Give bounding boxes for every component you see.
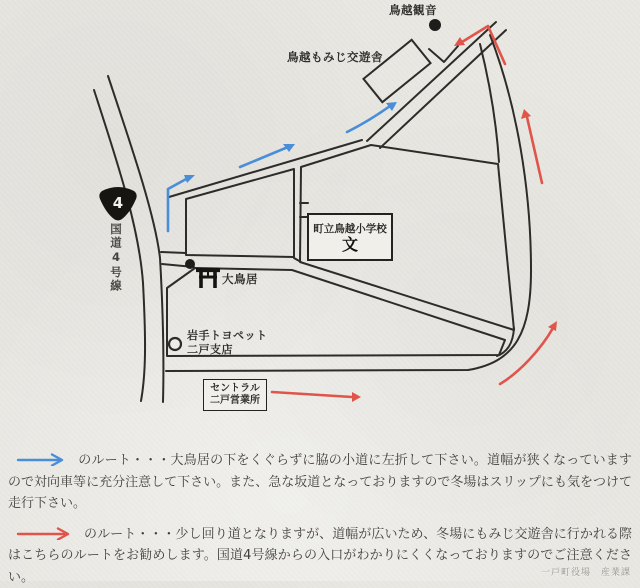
- road-right-outer: [166, 35, 531, 371]
- torii-dot: [185, 259, 195, 269]
- kannon-dot: [429, 19, 441, 31]
- label-momiji-hall: 鳥越もみじ交遊舎: [287, 49, 383, 65]
- route4-vertical-label: 国道4号線: [108, 223, 124, 293]
- road-torii-upper: [161, 252, 186, 253]
- legend-red-route-text: のルート・・・少し回り道となりますが、道幅が広いため、冬場にもみじ交遊舎に行かれる際はこちらのルートをお勧めします。国道4号線からの入口がわかりにくくなっておりますのでご注意ください。: [8, 527, 632, 585]
- central-line2: 二戸営業所: [210, 395, 260, 408]
- red-arrow-up: [527, 117, 542, 183]
- legend-blue-route: [8, 450, 632, 515]
- blue-arrow-1-head: [184, 175, 195, 183]
- road-network: [94, 22, 531, 402]
- red-route-arrow-icon: [16, 526, 74, 540]
- red-arrow-bottom-head: [352, 392, 361, 402]
- label-toyopet-line2: 二戸支店: [187, 343, 268, 357]
- label-toyopet-line1: 岩手トヨペット: [187, 329, 268, 343]
- school-name: 町立鳥越小学校: [313, 221, 387, 236]
- label-toyopet: [187, 329, 268, 356]
- credit-text: 一戸町役場 産業課: [541, 565, 631, 578]
- red-arrow-up-head: [521, 109, 531, 119]
- toyopet-dot: [169, 338, 181, 350]
- school-symbol-icon: 文: [342, 237, 358, 253]
- blue-route-arrows: [168, 102, 397, 231]
- road-right-inner-top: [480, 44, 499, 162]
- red-arrow-bottom: [272, 392, 352, 397]
- central-line1: セントラル: [210, 383, 260, 396]
- block-upper-left: [186, 169, 294, 257]
- torii-gate-icon: [196, 270, 220, 288]
- red-arrow-curve: [500, 328, 553, 384]
- blue-route-arrow-icon: [16, 452, 68, 466]
- road-to-summit-left: [367, 22, 496, 141]
- school-box: [307, 213, 393, 261]
- central-office-box: [203, 379, 267, 411]
- legend-blue-route-text: のルート・・・大鳥居の下をくぐらずに脇の小道に左折して下さい。道幅が狭くなっていますので対向車等に充分注意して下さい。また、急な坂道となっておりますので冬場はスリップにも気をつけて走行下さい。: [8, 453, 632, 511]
- legend-red-route: [8, 524, 632, 588]
- road-hill-lane-upper: [169, 140, 362, 197]
- blue-arrow-3: [347, 106, 390, 132]
- label-torigoe-kannon: 鳥越観音: [389, 2, 437, 18]
- label-torii: 大鳥居: [222, 271, 258, 287]
- route4-shield-number: 4: [113, 194, 123, 212]
- road-kannon-spur: [429, 46, 458, 62]
